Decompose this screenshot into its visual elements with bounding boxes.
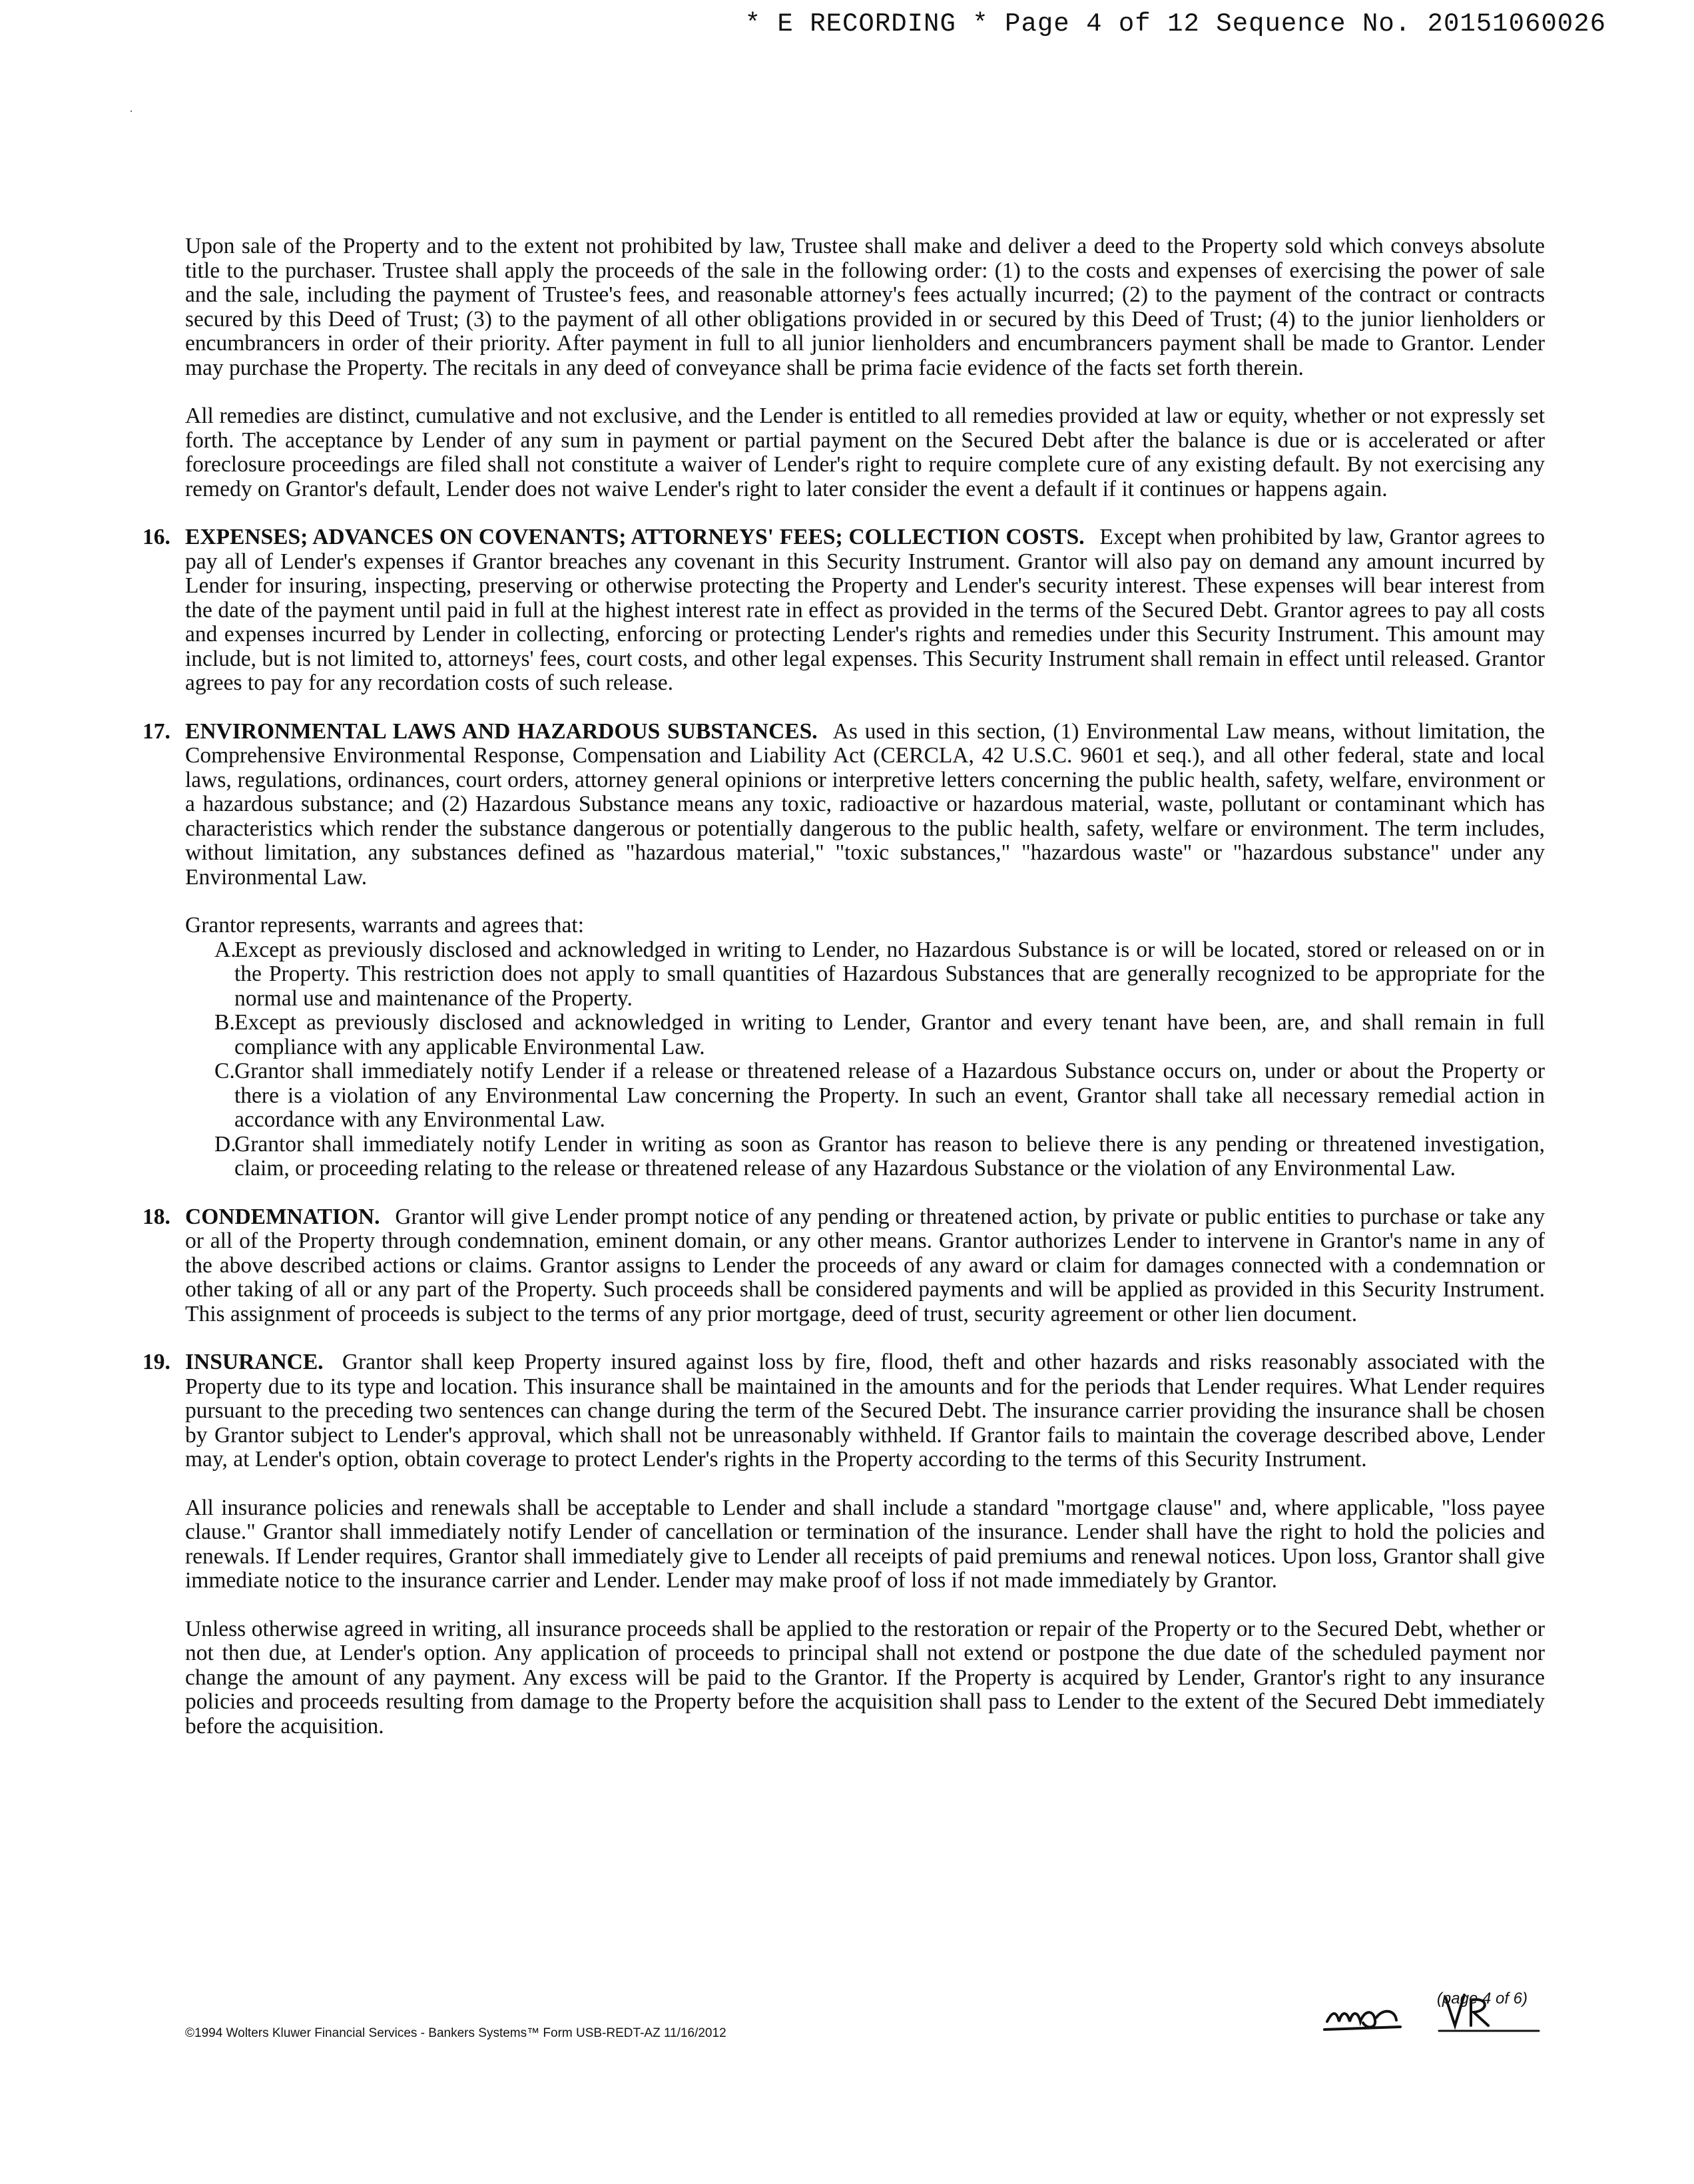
- list-marker: B.: [214, 1010, 235, 1035]
- list-item-text: Grantor shall immediately notify Lender in writing as soon as Grantor has reason to believe there is any pending or threatened investigation, claim, or proceeding relating to the release or threatened release of any Hazardous Substance or the violation of any Environmental Law.: [234, 1131, 1545, 1181]
- list-marker: D.: [214, 1131, 236, 1157]
- list-item: [185, 1011, 1545, 1059]
- section-title: INSURANCE.: [185, 1350, 324, 1374]
- section-16: [142, 525, 1545, 696]
- section-18: [142, 1204, 1545, 1327]
- insurance-policies-paragraph: All insurance policies and renewals shall be acceptable to Lender and shall include a standard "mortgage clause" and, where applicable, "loss payee clause." Grantor shall immediately notify Lender of cancellation or termination of the insurance. Lender shall have the right to hold the policies and renewals. If Lender requires, Grantor shall immediately give to Lender all receipts of paid premiums and renewal notices. Upon loss, Grantor shall give immediate notice to the insurance carrier and Lender. Lender may make proof of loss if not made immediately by Grantor.: [185, 1495, 1545, 1593]
- section-text: Except when prohibited by law, Grantor agrees to pay all of Lender's expenses if Grantor breaches any covenant in this Security Instrument. Grantor will also pay on demand any amount incurred by Lender for insuring, inspecting, preserving or otherwise protecting the Property and Lender's security interest. These expenses will bear interest from the date of the payment until paid in full at the highest interest rate in effect as provided in the terms of the Secured Debt. Grantor agrees to pay all costs and expenses incurred by Lender in collecting, enforcing or protecting Lender's rights and remedies under this Security Instrument. This amount may include, but is not limited to, attorneys' fees, court costs, and other legal expenses. This Security Instrument shall remain in effect until released. Grantor agrees to pay for any recordation costs of such release.: [185, 525, 1545, 695]
- page-label: (page 4 of 6): [1436, 1990, 1528, 2008]
- list-item-text: Grantor shall immediately notify Lender if a release or threatened release of a Hazardous Substance occurs on, under or about the Property or there is a violation of any Environmental Law concerning the Property. In such an event, Grantor shall take all necessary remedial action in accordance with any Environmental Law.: [234, 1059, 1545, 1132]
- section-text: Grantor will give Lender prompt notice of any pending or threatened action, by private or public entities to purchase or take any or all of the Property through condemnation, eminent domain, or any other means. Grantor authorizes Lender to intervene in Grantor's name in any of the above described actions or claims. Grantor assigns to Lender the proceeds of any award or claim for damages connected with a condemnation or other taking of all or any part of the Property. Such proceeds shall be considered payments and will be applied as provided in this Security Instrument. This assignment of proceeds is subject to the terms of any prior mortgage, deed of trust, security agreement or other lien document.: [185, 1204, 1545, 1326]
- list-item: [185, 1059, 1545, 1133]
- section-text: Grantor shall keep Property insured against loss by fire, flood, theft and other hazards and risks reasonably associated with the Property due to its type and location. This insurance shall be maintained in the amounts and for the periods that Lender requires. What Lender requires pursuant to the preceding two sentences can change during the term of the Secured Debt. The insurance carrier providing the insurance shall be chosen by Grantor subject to Lender's approval, which shall not be unreasonably withheld. If Grantor fails to maintain the coverage described above, Lender may, at Lender's option, obtain coverage to protect Lender's rights in the Property according to the terms of this Security Instrument.: [185, 1350, 1546, 1472]
- list-marker: A.: [214, 937, 236, 962]
- section-text: As used in this section, (1) Environmental Law means, without limitation, the Comprehensive Environmental Response, Compensation and Liability Act (CERCLA, 42 U.S.C. 9601 et seq.), and all other federal, state and local laws, regulations, ordinances, court orders, attorney general opinions or interpretive letters concerning the public health, safety, welfare, environment or a hazardous substance; and (2) Hazardous Substance means any toxic, radioactive or hazardous material, waste, pollutant or contaminant which has characteristics which render the substance dangerous or potentially dangerous to the public health, safety, welfare or environment. The term includes, without limitation, any substances defined as "hazardous material," "toxic substances," "hazardous waste" or "hazardous substance" under any Environmental Law.: [185, 718, 1545, 890]
- form-copyright: ©1994 Wolters Kluwer Financial Services - Bankers Systems™ Form USB-REDT-AZ 11/16/2012: [185, 2026, 726, 2040]
- remedies-paragraph: All remedies are distinct, cumulative and not exclusive, and the Lender is entitled to all remedies provided at law or equity, whether or not expressly set forth. The acceptance by Lender of any sum in payment or partial payment on the Secured Debt after the balance is due or is accelerated or after foreclosure proceedings are filed shall not constitute a waiver of Lender's right to require complete cure of any existing default. By not exercising any remedy on Grantor's default, Lender does not waive Lender's right to later consider the event a default if it continues or happens again.: [185, 404, 1545, 501]
- handwritten-initials: [1322, 1991, 1542, 2038]
- section-intro: Grantor represents, warrants and agrees that:: [185, 913, 585, 938]
- list-item: [185, 1133, 1545, 1181]
- section-title: ENVIRONMENTAL LAWS AND HAZARDOUS SUBSTANCES.: [185, 718, 818, 744]
- section-title: EXPENSES; ADVANCES ON COVENANTS; ATTORNEYS' FEES; COLLECTION COSTS.: [185, 525, 1085, 549]
- scan-speck: [131, 111, 132, 112]
- section-number: 18.: [142, 1204, 170, 1229]
- representations-list: [185, 938, 1545, 1181]
- section-title: CONDEMNATION.: [185, 1204, 380, 1229]
- recording-stamp: * E RECORDING * Page 4 of 12 Sequence No. 20151060026: [744, 9, 1606, 39]
- list-marker: C.: [214, 1059, 235, 1083]
- section-19: [142, 1350, 1546, 1739]
- sale-paragraph: Upon sale of the Property and to the extent not prohibited by law, Trustee shall make and deliver a deed to the Property sold which conveys absolute title to the purchaser. Trustee shall apply the proceeds of the sale in the following order: (1) to the costs and expenses of exercising the power of sale and the sale, including the payment of Trustee's fees, and reasonable attorney's fees actually incurred; (2) to the payment of the contract or contracts secured by this Deed of Trust; (3) to the payment of all other obligations provided in or secured by this Deed of Trust; (4) to the junior lienholders or encumbrancers in order of their priority. After payment in full to all junior lienholders and encumbrancers payment shall be made to Grantor. Lender may purchase the Property. The recitals in any deed of conveyance shall be prima facie evidence of the facts set forth therein.: [185, 234, 1545, 380]
- section-number: 17.: [142, 718, 170, 744]
- list-item-text: Except as previously disclosed and acknowledged in writing to Lender, no Hazardous Substance is or will be located, stored or released on or in the Property. This restriction does not apply to small quantities of Hazardous Substances that are generally recognized to be appropriate for the normal use and maintenance of the Property.: [234, 937, 1545, 1011]
- section-number: 16.: [142, 525, 170, 549]
- list-item: [185, 938, 1545, 1011]
- section-17: [142, 718, 1545, 1181]
- section-number: 19.: [142, 1350, 170, 1374]
- list-item-text: Except as previously disclosed and acknowledged in writing to Lender, Grantor and every tenant have been, are, and shall remain in full compliance with any applicable Environmental Law.: [234, 1010, 1545, 1059]
- insurance-proceeds-paragraph: Unless otherwise agreed in writing, all insurance proceeds shall be applied to the restoration or repair of the Property or to the Secured Debt, whether or not then due, at Lender's option. Any application of proceeds to principal shall not extend or postpone the due date of the scheduled payment nor change the amount of any payment. Any excess will be paid to the Grantor. If the Property is acquired by Lender, Grantor's right to any insurance policies and proceeds resulting from damage to the Property before the acquisition shall pass to Lender to the extent of the Secured Debt immediately before the acquisition.: [185, 1616, 1545, 1739]
- document-body: [142, 234, 1546, 1763]
